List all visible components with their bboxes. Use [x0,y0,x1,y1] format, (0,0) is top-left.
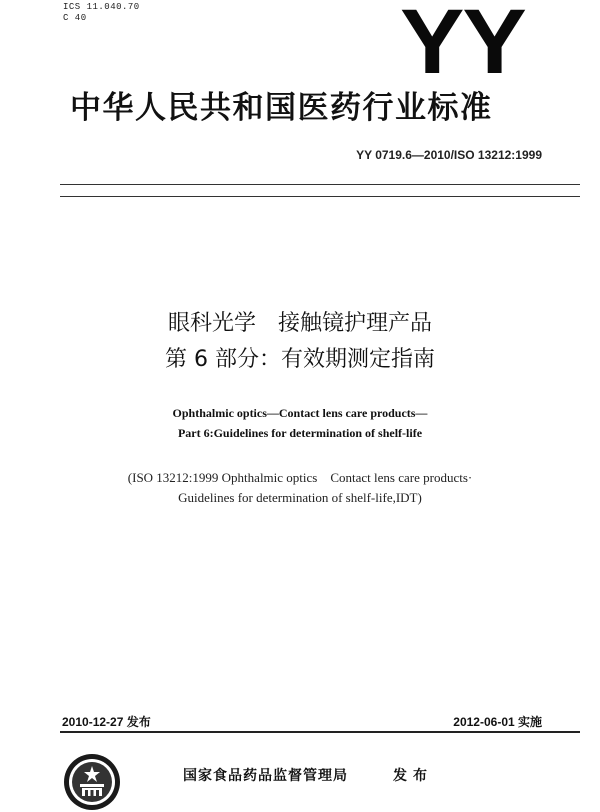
yy-logo: YY [400,0,525,93]
iso-reference-line-2: Guidelines for determination of shelf-life,IDT) [178,490,422,505]
issue-date: 2010-12-27 发布 [62,715,151,729]
iso-reference-line-1: (ISO 13212:1999 Ophthalmic optics Contact lens care products· [127,470,473,485]
national-emblem-icon [62,752,122,812]
header-rule-bottom [60,196,580,197]
english-title-line-2: Part 6:Guidelines for determination of shelf-life [177,426,423,440]
chinese-title-line-2: 第 6 部分：有效期测定指南 [165,347,435,372]
ics-code: ICS 11.040.70 [63,2,140,12]
english-title-line-1: Ophthalmic optics—Contact lens care products— [172,406,428,420]
classification-codes [63,2,140,24]
implementation-date: 2012-06-01 实施 [453,715,542,729]
issuing-authority: 国家食品药品监督管理局 [183,768,348,784]
issue-label: 发布 [393,768,433,784]
standard-type-title: 中华人民共和国医药行业标准 [70,90,493,126]
standard-number-text: YY 0719.6—2010/ISO 13212:1999 [356,148,542,162]
header-rule-top [60,184,580,185]
standard-number [356,148,542,162]
footer-rule [60,731,580,733]
chinese-title-line-1: 眼科光学 接触镜护理产品 [167,311,432,336]
class-code: C 40 [63,13,87,23]
